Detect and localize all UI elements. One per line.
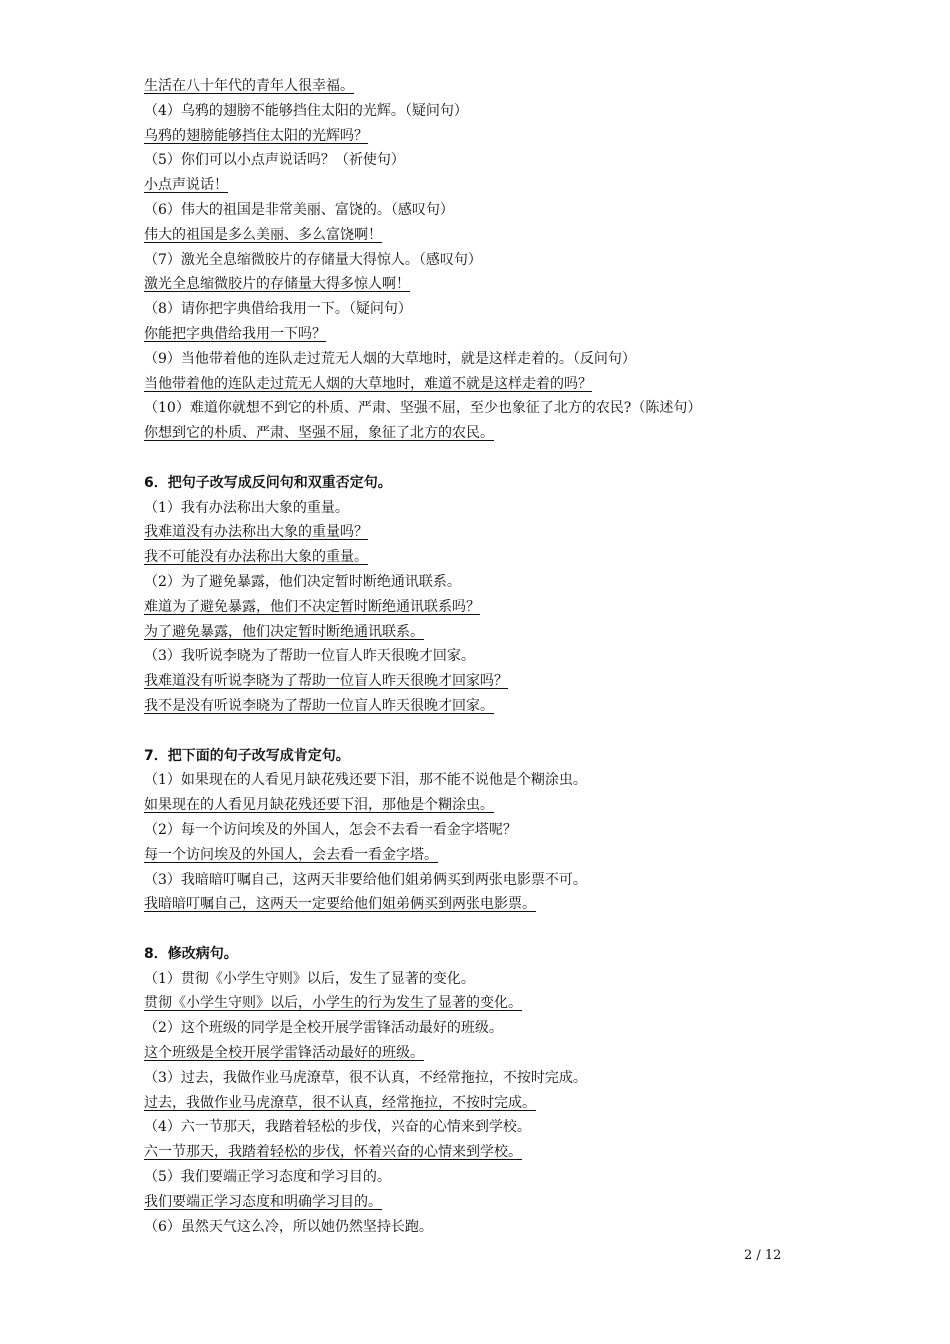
answer-line xyxy=(144,694,824,719)
question-line: （1）贯彻《小学生守则》以后，发生了显著的变化。 xyxy=(144,970,475,987)
answer-text: 你想到它的朴质、严肃、坚强不屈，象征了北方的农民。 xyxy=(144,425,494,442)
answer-line xyxy=(144,372,824,397)
question-line: （10）难道你就想不到它的朴质、严肃、坚强不屈，至少也象征了北方的农民?（陈述句） xyxy=(144,400,702,417)
section-heading: 8．修改病句。 xyxy=(144,945,238,962)
answer-line xyxy=(144,223,824,248)
answer-line xyxy=(144,991,824,1016)
answer-text: 当他带着他的连队走过荒无人烟的大草地时，难道不就是这样走着的吗？ xyxy=(144,375,592,392)
question-line: （9）当他带着他的连队走过荒无人烟的大草地时，就是这样走着的。（反问句） xyxy=(144,350,636,367)
answer-line xyxy=(144,1190,824,1215)
answer-text: 我们要端正学习态度和明确学习目的。 xyxy=(144,1193,382,1210)
question-line: （2）为了避免暴露，他们决定暂时断绝通讯联系。 xyxy=(144,573,461,590)
answer-text: 你能把字典借给我用一下吗？ xyxy=(144,325,326,342)
question-line: （7）激光全息缩微胶片的存储量大得惊人。（感叹句） xyxy=(144,251,482,268)
answer-text: 乌鸦的翅膀能够挡住太阳的光辉吗？ xyxy=(144,127,368,144)
answer-text: 我难道没有听说李晓为了帮助一位盲人昨天很晚才回家吗？ xyxy=(144,673,508,690)
answer-line xyxy=(144,520,824,545)
answer-line xyxy=(144,793,824,818)
question-line: （6）虽然天气这么冷，所以她仍然坚持长跑。 xyxy=(144,1218,433,1235)
answer-text: 贯彻《小学生守则》以后，小学生的行为发生了显著的变化。 xyxy=(144,995,522,1012)
answer-text: 六一节那天，我踏着轻松的步伐，怀着兴奋的心情来到学校。 xyxy=(144,1144,522,1161)
document-body xyxy=(144,74,824,1239)
answer-line xyxy=(144,272,824,297)
answer-line xyxy=(144,545,824,570)
answer-line xyxy=(144,421,824,446)
question-line: （5）我们要端正学习态度和学习目的。 xyxy=(144,1169,391,1186)
question-line: （2）每一个访问埃及的外国人，怎会不去看一看金字塔呢？ xyxy=(144,821,517,838)
answer-line xyxy=(144,1091,824,1116)
answer-text: 为了避免暴露，他们决定暂时断绝通讯联系。 xyxy=(144,623,424,640)
answer-text: 我不可能没有办法称出大象的重量。 xyxy=(144,549,368,566)
answer-text: 我难道没有办法称出大象的重量吗？ xyxy=(144,524,368,541)
question-line: （1）我有办法称出大象的重量。 xyxy=(144,499,349,516)
answer-text: 如果现在的人看见月缺花残还要下泪，那他是个糊涂虫。 xyxy=(144,797,494,814)
answer-line xyxy=(144,843,824,868)
answer-text: 过去，我做作业马虎潦草，很不认真，经常拖拉，不按时完成。 xyxy=(144,1094,536,1111)
section-heading: 6．把句子改写成反问句和双重否定句。 xyxy=(144,474,392,491)
question-line: （1）如果现在的人看见月缺花残还要下泪，那不能不说他是个糊涂虫。 xyxy=(144,772,587,789)
answer-text: 我暗暗叮嘱自己，这两天一定要给他们姐弟俩买到两张电影票。 xyxy=(144,896,536,913)
question-line: （2）这个班级的同学是全校开展学雷锋活动最好的班级。 xyxy=(144,1020,503,1037)
answer-line xyxy=(144,669,824,694)
answer-line xyxy=(144,124,824,149)
answer-line xyxy=(144,1041,824,1066)
question-line: （8）请你把字典借给我用一下。（疑问句） xyxy=(144,301,412,318)
answer-line xyxy=(144,74,824,99)
answer-text: 难道为了避免暴露，他们不决定暂时断绝通讯联系吗？ xyxy=(144,598,480,615)
answer-text: 小点声说话！ xyxy=(144,177,228,194)
answer-line xyxy=(144,322,824,347)
answer-text: 伟大的祖国是多么美丽、多么富饶啊！ xyxy=(144,226,382,243)
answer-text: 生活在八十年代的青年人很幸福。 xyxy=(144,78,354,94)
question-line: （3）我暗暗叮嘱自己，这两天非要给他们姐弟俩买到两张电影票不可。 xyxy=(144,871,587,888)
answer-line xyxy=(144,595,824,620)
answer-text: 我不是没有听说李晓为了帮助一位盲人昨天很晚才回家。 xyxy=(144,697,494,714)
answer-line xyxy=(144,620,824,645)
answer-line xyxy=(144,892,824,917)
question-line: （4）六一节那天，我踏着轻松的步伐，兴奋的心情来到学校。 xyxy=(144,1119,531,1136)
question-line: （3）过去，我做作业马虎潦草，很不认真，不经常拖拉，不按时完成。 xyxy=(144,1069,587,1086)
answer-text: 每一个访问埃及的外国人，会去看一看金字塔。 xyxy=(144,846,438,863)
answer-text: 激光全息缩微胶片的存储量大得多惊人啊！ xyxy=(144,276,410,293)
section-heading: 7．把下面的句子改写成肯定句。 xyxy=(144,747,350,764)
question-line: （4）乌鸦的翅膀不能够挡住太阳的光辉。（疑问句） xyxy=(144,102,468,119)
question-line: （5）你们可以小点声说话吗？（祈使句） xyxy=(144,152,405,169)
answer-text: 这个班级是全校开展学雷锋活动最好的班级。 xyxy=(144,1045,424,1062)
answer-line xyxy=(144,173,824,198)
question-line: （3）我听说李晓为了帮助一位盲人昨天很晚才回家。 xyxy=(144,648,475,665)
question-line: （6）伟大的祖国是非常美丽、富饶的。（感叹句） xyxy=(144,201,454,218)
page-number: 2 / 12 xyxy=(744,1248,782,1263)
answer-line xyxy=(144,1140,824,1165)
